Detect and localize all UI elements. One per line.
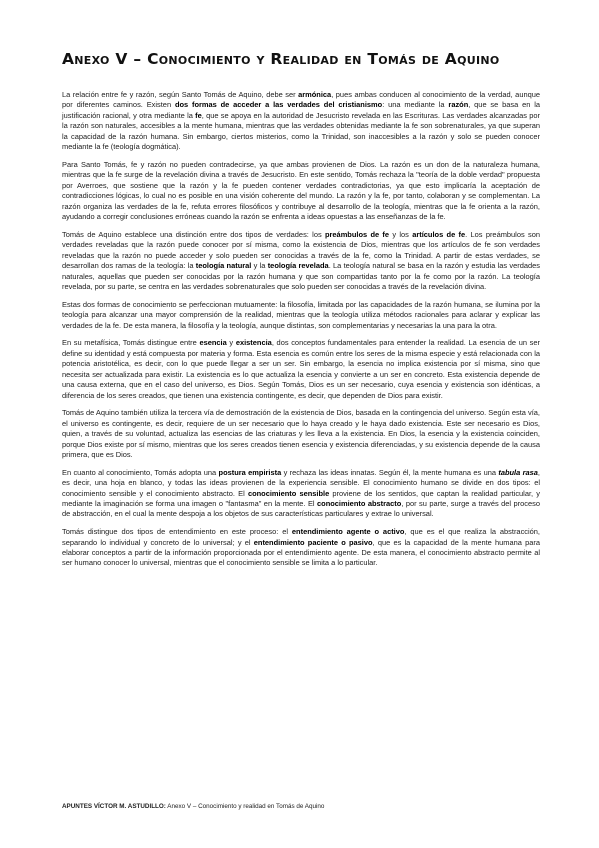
paragraph [62, 338, 540, 401]
text-run: Para Santo Tomás, fe y razón no pueden contradecirse, ya que ambas provienen de Dios. La razón es un don de la naturaleza humana, mientras que la fe surge de la revelación divina a través de Jesucristo. En este sentido, Tomás rechaza la "teoría de la doble verdad" propuesta por Averroes, que sostiene que la razón y la fe pueden contener verdades contradictorias, ya que esto implicaría la aceptación de contradicciones lógicas, lo cual no es posible en una visión coherente del mundo. La razón y la fe, por tanto, colaboran y se complementan. La razón organiza las verdades de la fe, refuta errores filosóficos y contribuye al desarrollo de la teología, mientras que la fe orienta a la razón, ayudando a corregir conclusiones erróneas cuando la razón se enfrenta a ideas opuestas a las enseñanzas de la fe. [62, 159, 540, 222]
bold-text-run: razón [448, 100, 469, 110]
text-run: y los [389, 229, 413, 239]
text-run: , dos conceptos fundamentales para entender la realidad. La esencia de un ser define su identidad y está compuesta por materia y forma. Esta esencia es común entre los seres de la misma especie y está relacionada con la potencia aristotélica, es decir, con lo que puede llegar a ser un ser. Sin embargo, la esencia no implica existencia por sí misma, sino que necesita ser actualizada para existir. La existencia es lo que actualiza la esencia y convierte a un ser en concreto. Esta existencia depende de una causa externa, que en el caso del universo, es Dios. Según Tomás, Dios es un ser necesario, cuya esencia y existencia son idénticas, a diferencia de los seres creados, que tienen una existencia contingente, es decir, que dependen de Dios para existir. [62, 338, 540, 400]
text-run: , que se apoya en la autoridad de Jesucristo revelada en las Escrituras. Las verdades alcanzadas por la razón son naturales, accesibles a la mente humana, mientras que las verdades obtenidas mediante la fe son sobrenaturales, ya que superan la capacidad de la razón humana. Sin embargo, ciertos misterios, como la Trinidad, son inaccesibles a la razón y solo se pueden conocer mediante la fe (teología dogmática). [62, 110, 541, 152]
text-run: Estas dos formas de conocimiento se perfeccionan mutuamente: la filosofía, limitada por las capacidades de la razón humana, se ilumina por la teología para alcanzar una mayor comprensión de la realidad, mientras que la teología utiliza métodos racionales para aclarar y explicar las verdades de la fe. De esta manera, la filosofía y la teología, aunque distintas, son complementarias y necesarias la una para la otra. [62, 299, 540, 330]
bold-text-run: teología revelada [267, 261, 329, 271]
bold-text-run: conocimiento abstracto [317, 498, 402, 508]
text-run: La relación entre fe y razón, según Santo Tomás de Aquino, debe ser [62, 90, 299, 99]
bold-text-run: armónica [298, 90, 332, 99]
paragraph [62, 230, 540, 293]
bold-text-run: conocimiento sensible [247, 488, 330, 498]
text-run: Tomás distingue dos tipos de entendimiento en este proceso: el [62, 527, 292, 537]
text-run: . La teología natural se basa en la razón y estudia las verdades naturales, aquellas que pueden ser conocidas por la razón humana y que son compartidas tanto por la fe como por la razón. La teología revelada, por su parte, se centra en las verdades sobrenaturales que solo pueden ser conocidas a través de la revelación divina. [62, 261, 540, 292]
bold-text-run: tabula rasa [498, 467, 538, 477]
text-run: , por su parte, surge a través del proceso de abstracción, en el cual la mente despoja a los objetos de sus características particulares y extrae lo universal. [62, 498, 540, 519]
paragraph [62, 468, 540, 520]
bold-text-run: dos formas de acceder a las verdades del cristianismo [174, 100, 383, 110]
text-run: y rechaza las ideas innatas. Según él, la mente humana es una [281, 467, 499, 477]
text-run: , pues ambas conducen al conocimiento de la verdad, aunque por diferentes caminos. Existen [62, 90, 540, 110]
text-run: En su metafísica, Tomás distingue entre [62, 338, 200, 348]
text-run: , que es la capacidad de la mente humana para elaborar conceptos a partir de la información proporcionada por el entendimiento agente. De esta manera, el conocimiento abstracto permite al ser humano conocer lo universal, mientras que el conocimiento sensible se limita a lo particular. [62, 537, 541, 568]
bold-text-run: entendimiento agente o activo [291, 527, 405, 537]
bold-text-run: artículos de fe [412, 229, 466, 239]
paragraph [62, 160, 540, 223]
page-title: Anexo V – Conocimiento y Realidad en Tomás de Aquino [62, 50, 500, 68]
text-run: , es decir, una hoja en blanco, y todas las ideas provienen de la experiencia sensible. El conocimiento humano se divide en dos tipos: el conocimiento sensible y el conocimiento abstracto. El [62, 467, 540, 498]
bold-text-run: fe [195, 110, 202, 120]
text-run: En cuanto al conocimiento, Tomás adopta una [62, 467, 219, 477]
text-run: Tomás de Aquino también utiliza la tercera vía de demostración de la existencia de Dios, basada en la contingencia del universo. Según esta vía, el universo es contingente, es decir, requiere de un ser necesario que lo haya creado y le haya dado existencia. Este ser necesario es Dios, quien, a través de su voluntad, actualiza las esencias de las criaturas y les lleva a la existencia. En Dios, la esencia y la existencia coinciden, porque Dios existe por sí mismo, mientras que los seres creados tienen esencia y existencia diferenciadas, y su existencia depende de la causa primera, que es Dios. [62, 408, 540, 459]
text-run: , que se basa en la justificación racional, y otra mediante la [62, 100, 540, 120]
bold-text-run: postura empirista [218, 467, 282, 477]
footer-text: Anexo V – Conocimiento y realidad en Tomás de Aquino [165, 803, 325, 810]
text-run: proviene de los sentidos, que captan la realidad particular, y mediante la imaginación se forma una imagen o "fantasma" en la mente. El [62, 488, 540, 508]
text-run: , que es el que realiza la abstracción, separando lo individual y concreto de lo universal; y el [62, 527, 540, 547]
bold-text-run: existencia [235, 338, 272, 348]
paragraph [62, 527, 540, 569]
text-run: Tomás de Aquino establece una distinción entre dos tipos de verdades: los [62, 229, 325, 239]
document-body [62, 90, 540, 576]
text-run: . Los preámbulos son verdades reveladas que la razón puede conocer por sí misma, como la existencia de Dios, mientras que los artículos de fe son verdades reveladas que la razón no puede acceder y solo pueden ser conocidas a través de la fe, como la Trinidad. A partir de estas verdades, se desarrollan dos ramas de la teología: la [62, 229, 540, 271]
page-footer [62, 803, 540, 810]
paragraph [62, 408, 540, 460]
footer-author: APUNTES VÍCTOR M. ASTUDILLO: [62, 803, 166, 810]
text-run: : una mediante la [382, 100, 449, 110]
paragraph [62, 300, 540, 331]
paragraph [62, 90, 540, 153]
bold-text-run: teología natural [195, 261, 252, 271]
text-run: y [226, 338, 236, 348]
bold-text-run: entendimiento paciente o pasivo [253, 537, 373, 547]
bold-text-run: preámbulos de fe [324, 229, 390, 239]
text-run: y la [251, 261, 268, 271]
bold-text-run: esencia [199, 338, 227, 348]
